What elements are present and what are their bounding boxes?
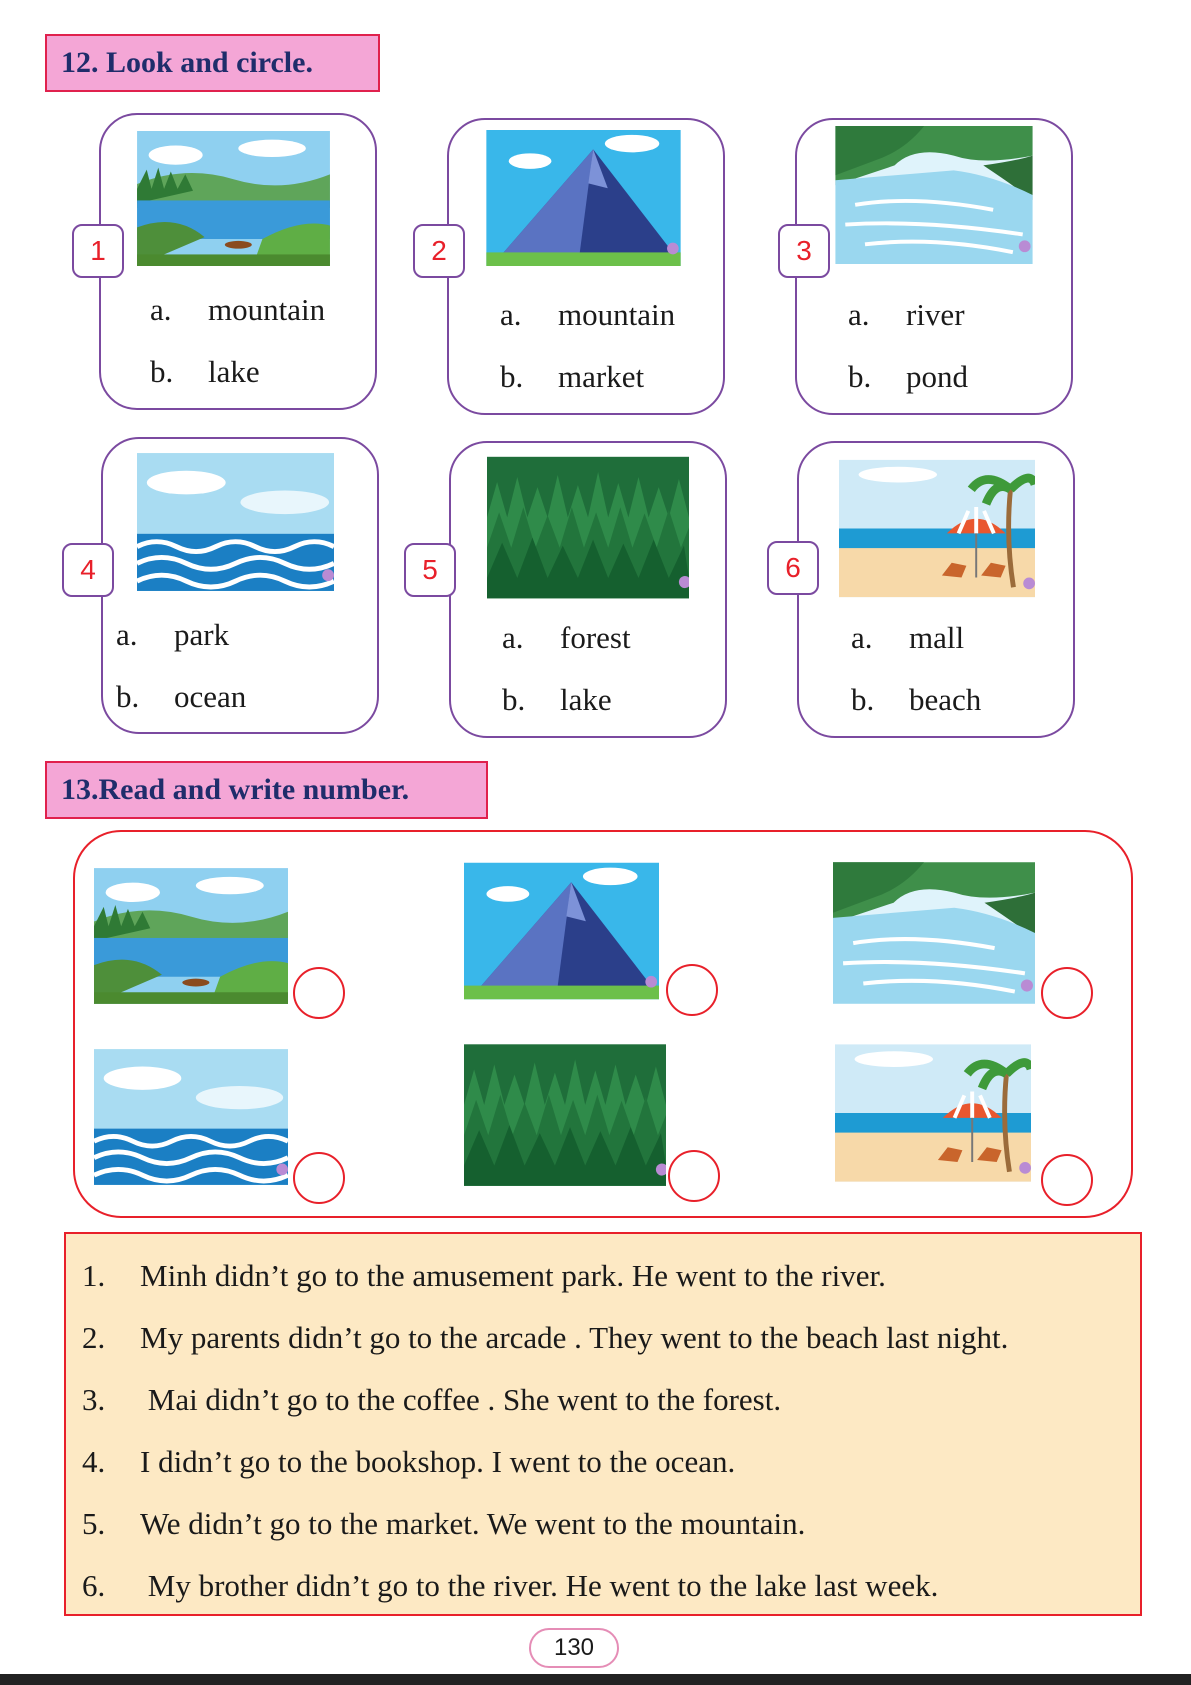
- item-number-badge: 4: [62, 543, 114, 597]
- item-number-badge: 6: [767, 541, 819, 595]
- beach-picture: [835, 1026, 1031, 1200]
- sentence-2: 2. My parents didn’t go to the arcade . They went to the beach last night.: [82, 1320, 1009, 1355]
- forest-picture: [464, 1026, 666, 1204]
- river-picture: [833, 853, 1035, 1013]
- option-b[interactable]: b. ocean: [116, 679, 247, 714]
- river-picture: [833, 126, 1035, 264]
- sentence-4: 4. I didn’t go to the bookshop. I went to the ocean.: [82, 1444, 736, 1479]
- ocean-picture: [137, 447, 334, 597]
- section-12-title: 12. Look and circle.: [61, 46, 313, 79]
- ocean-picture: [94, 1028, 288, 1206]
- answer-circle[interactable]: [293, 967, 345, 1019]
- item-number-badge: 2: [413, 224, 465, 278]
- option-a[interactable]: a. mountain: [500, 297, 676, 332]
- bottom-border: [0, 1674, 1191, 1685]
- option-a[interactable]: a. river: [848, 297, 965, 332]
- answer-circle[interactable]: [293, 1152, 345, 1204]
- mountain-picture: [486, 130, 681, 266]
- option-b[interactable]: b. market: [500, 359, 645, 394]
- answer-circle[interactable]: [666, 964, 718, 1016]
- section-12-header: [45, 34, 380, 92]
- forest-picture: [487, 451, 689, 604]
- option-b[interactable]: b. lake: [502, 682, 612, 717]
- sentence-6: 6. My brother didn’t go to the river. He went to the lake last week.: [82, 1568, 939, 1603]
- option-b[interactable]: b. lake: [150, 354, 260, 389]
- section-13-header: [45, 761, 488, 819]
- section-13-title: 13.Read and write number.: [61, 773, 410, 806]
- option-a[interactable]: a. mountain: [150, 292, 326, 327]
- option-a[interactable]: a. mall: [851, 620, 965, 655]
- option-b[interactable]: b. pond: [848, 359, 968, 394]
- beach-picture: [839, 453, 1035, 604]
- answer-circle[interactable]: [1041, 967, 1093, 1019]
- sentence-3: 3. Mai didn’t go to the coffee . She went to the forest.: [82, 1382, 782, 1417]
- mountain-picture: [464, 851, 659, 1011]
- sentence-5: 5. We didn’t go to the market. We went to the mountain.: [82, 1506, 806, 1541]
- item-number-badge: 5: [404, 543, 456, 597]
- option-a[interactable]: a. park: [116, 617, 230, 652]
- lake-picture: [135, 131, 332, 266]
- page-number: 130: [529, 1628, 619, 1668]
- option-b[interactable]: b. beach: [851, 682, 982, 717]
- answer-circle[interactable]: [668, 1150, 720, 1202]
- item-number-badge: 1: [72, 224, 124, 278]
- sentence-1: 1. Minh didn’t go to the amusement park. He went to the river.: [82, 1258, 886, 1293]
- sentences-box: [64, 1232, 1142, 1616]
- lake-picture: [94, 856, 288, 1016]
- answer-circle[interactable]: [1041, 1154, 1093, 1206]
- item-number-badge: 3: [778, 224, 830, 278]
- option-a[interactable]: a. forest: [502, 620, 631, 655]
